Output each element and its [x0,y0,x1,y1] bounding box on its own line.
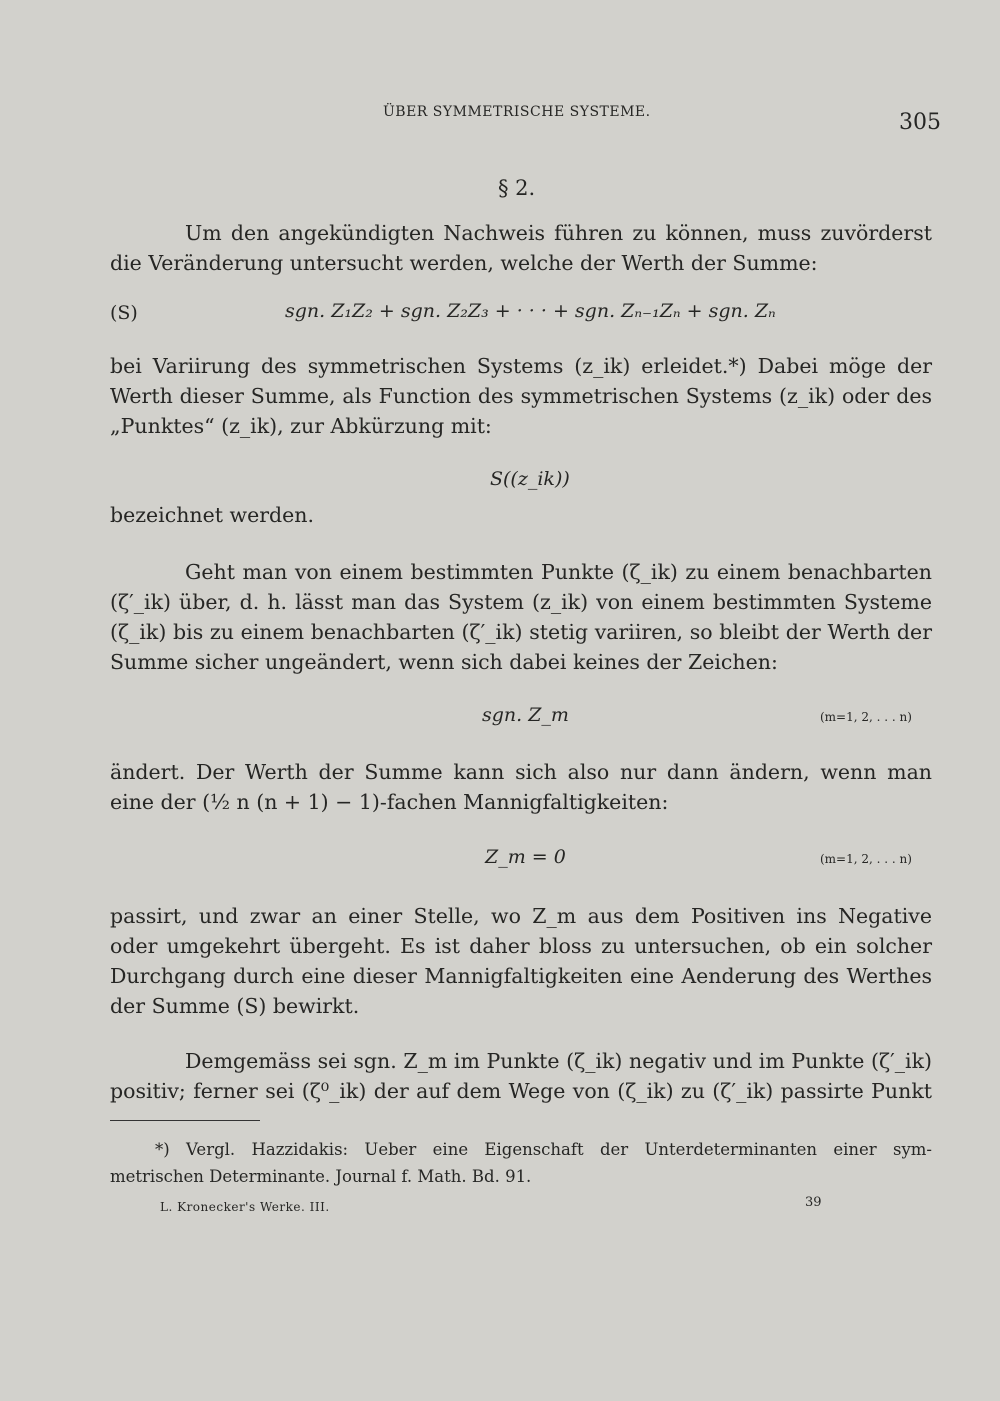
text-line: Demgemäss sei sgn. Z_m im Punkte (ζ_ik) negativ und im Punkte (ζ′_ik) [185,1049,932,1073]
text-line: Geht man von einem bestimmten Punkte (ζ_ik) zu einem benachbarten [185,560,932,584]
text-line: „Punktes“ (z_ik), zur Abkürzung mit: [110,414,492,438]
footnote-line: metrischen Determinante. Journal f. Math. Bd. 91. [110,1167,532,1186]
text-line: Summe sicher ungeändert, wenn sich dabei keines der Zeichen: [110,650,778,674]
equation-S: sgn. Z₁Z₂ + sgn. Z₂Z₃ + · · · + sgn. Zₙ₋₁Zₙ + sgn. Zₙ [285,300,776,322]
equation-Zm-zero: Z_m = 0 [485,846,566,868]
text-line: passirt, und zwar an einer Stelle, wo Z_m aus dem Positiven ins Negative [110,904,932,928]
text-line: (ζ_ik) bis zu einem benachbarten (ζ′_ik) stetig variiren, so bleibt der Werth der [110,620,932,644]
paragraph-7 [110,1046,932,1106]
text-line: bei Variirung des symmetrischen Systems (z_ik) erleidet.*) Dabei möge der [110,354,932,378]
paragraph-3 [110,500,932,530]
running-title: ÜBER SYMMETRISCHE SYSTEME. [383,104,651,120]
text-line: eine der (½ n (n + 1) − 1)-fachen Mannigfaltigkeiten: [110,790,669,814]
equation-S-function: S((z_ik)) [490,468,570,490]
paragraph-6 [110,901,932,1021]
equation-label-S: (S) [110,302,138,324]
footnote-rule [110,1120,260,1121]
paragraph-4 [110,557,932,677]
text-line: der Summe (S) bewirkt. [110,994,360,1018]
text-line: oder umgekehrt übergeht. Es ist daher bloss zu untersuchen, ob ein solcher [110,934,932,958]
text-line: Werth dieser Summe, als Function des symmetrischen Systems (z_ik) oder des [110,384,932,408]
range-condition: (m=1, 2, . . . n) [820,852,912,866]
footnote-line: *) Vergl. Hazzidakis: Ueber eine Eigenschaft der Unterdeterminanten einer sym- [155,1140,932,1159]
text-line: (ζ′_ik) über, d. h. lässt man das System (z_ik) von einem bestimmten Systeme [110,590,932,614]
paragraph-5 [110,757,932,817]
footnote [110,1136,932,1190]
page-number: 305 [899,110,941,135]
text-line: die Veränderung untersucht werden, welche der Werth der Summe: [110,251,818,275]
section-heading: § 2. [498,176,536,200]
text-line: bezeichnet werden. [110,503,314,527]
equation-sgn-Zm: sgn. Z_m [482,704,569,726]
paragraph-1 [110,218,932,278]
printer-signature: L. Kronecker's Werke. III. [160,1200,330,1214]
text-line: Um den angekündigten Nachweis führen zu können, muss zuvörderst [185,221,932,245]
text-line: Durchgang durch eine dieser Mannigfaltigkeiten eine Aenderung des Werthes [110,964,932,988]
range-condition: (m=1, 2, . . . n) [820,710,912,724]
paragraph-2 [110,351,932,441]
sheet-number: 39 [805,1195,822,1210]
text-line: positiv; ferner sei (ζ⁰_ik) der auf dem Wege von (ζ_ik) zu (ζ′_ik) passirte Punkt [110,1079,932,1103]
text-line: ändert. Der Werth der Summe kann sich also nur dann ändern, wenn man [110,760,932,784]
